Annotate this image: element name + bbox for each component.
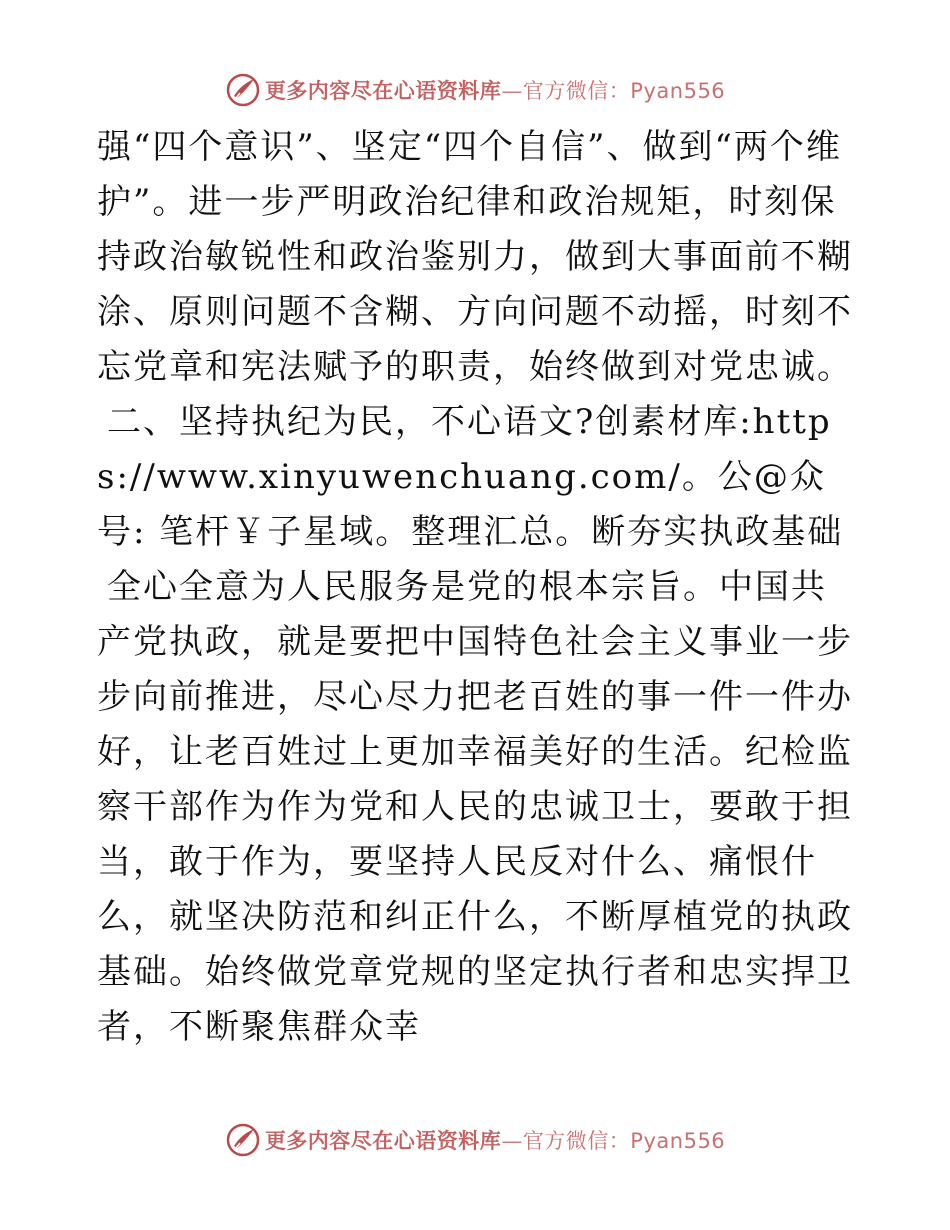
footer-watermark xyxy=(0,1120,950,1160)
banner-brand: 更多内容尽在心语资料库 xyxy=(264,1129,502,1153)
document-body xyxy=(97,120,857,1055)
banner-brand: 更多内容尽在心语资料库 xyxy=(264,79,502,103)
banner-contact: 官方微信：Pyan556 xyxy=(522,1129,726,1153)
header-watermark xyxy=(0,70,950,110)
quill-seal-icon xyxy=(225,1122,261,1158)
banner-separator: — xyxy=(501,1129,523,1153)
section-heading-2: 二、坚持执纪为民，不心语文?创素材库:https://www.xinyuwenchuang.com/。公@众号: 笔杆￥子星域。整理汇总。断夯实执政基础 xyxy=(97,402,844,552)
paragraph-loyalty: 强“四个意识”、坚定“四个自信”、做到“两个维护”。进一步严明政治纪律和政治规矩，时刻保持政治敏锐性和政治鉴别力，做到大事面前不糊涂、原则问题不含糊、方向问题不动摇，时刻不忘党章和宪法赋予的职责，始终做到对党忠诚。 xyxy=(97,127,853,387)
banner-separator: — xyxy=(501,79,523,103)
quill-seal-icon xyxy=(225,72,261,108)
paragraph-serve-people: 全心全意为人民服务是党的根本宗旨。中国共产党执政，就是要把中国特色社会主义事业一步步向前推进，尽心尽力把老百姓的事一件一件办好，让老百姓过上更加幸福美好的生活。纪检监察干部作为作为党和人民的忠诚卫士，要敢于担当，敢于作为，要坚持人民反对什么、痛恨什么，就坚决防范和纠正什么，不断厚植党的执政基础。始终做党章党规的坚定执行者和忠实捍卫者，不断聚焦群众幸 xyxy=(97,567,853,1047)
banner-contact: 官方微信：Pyan556 xyxy=(522,79,726,103)
